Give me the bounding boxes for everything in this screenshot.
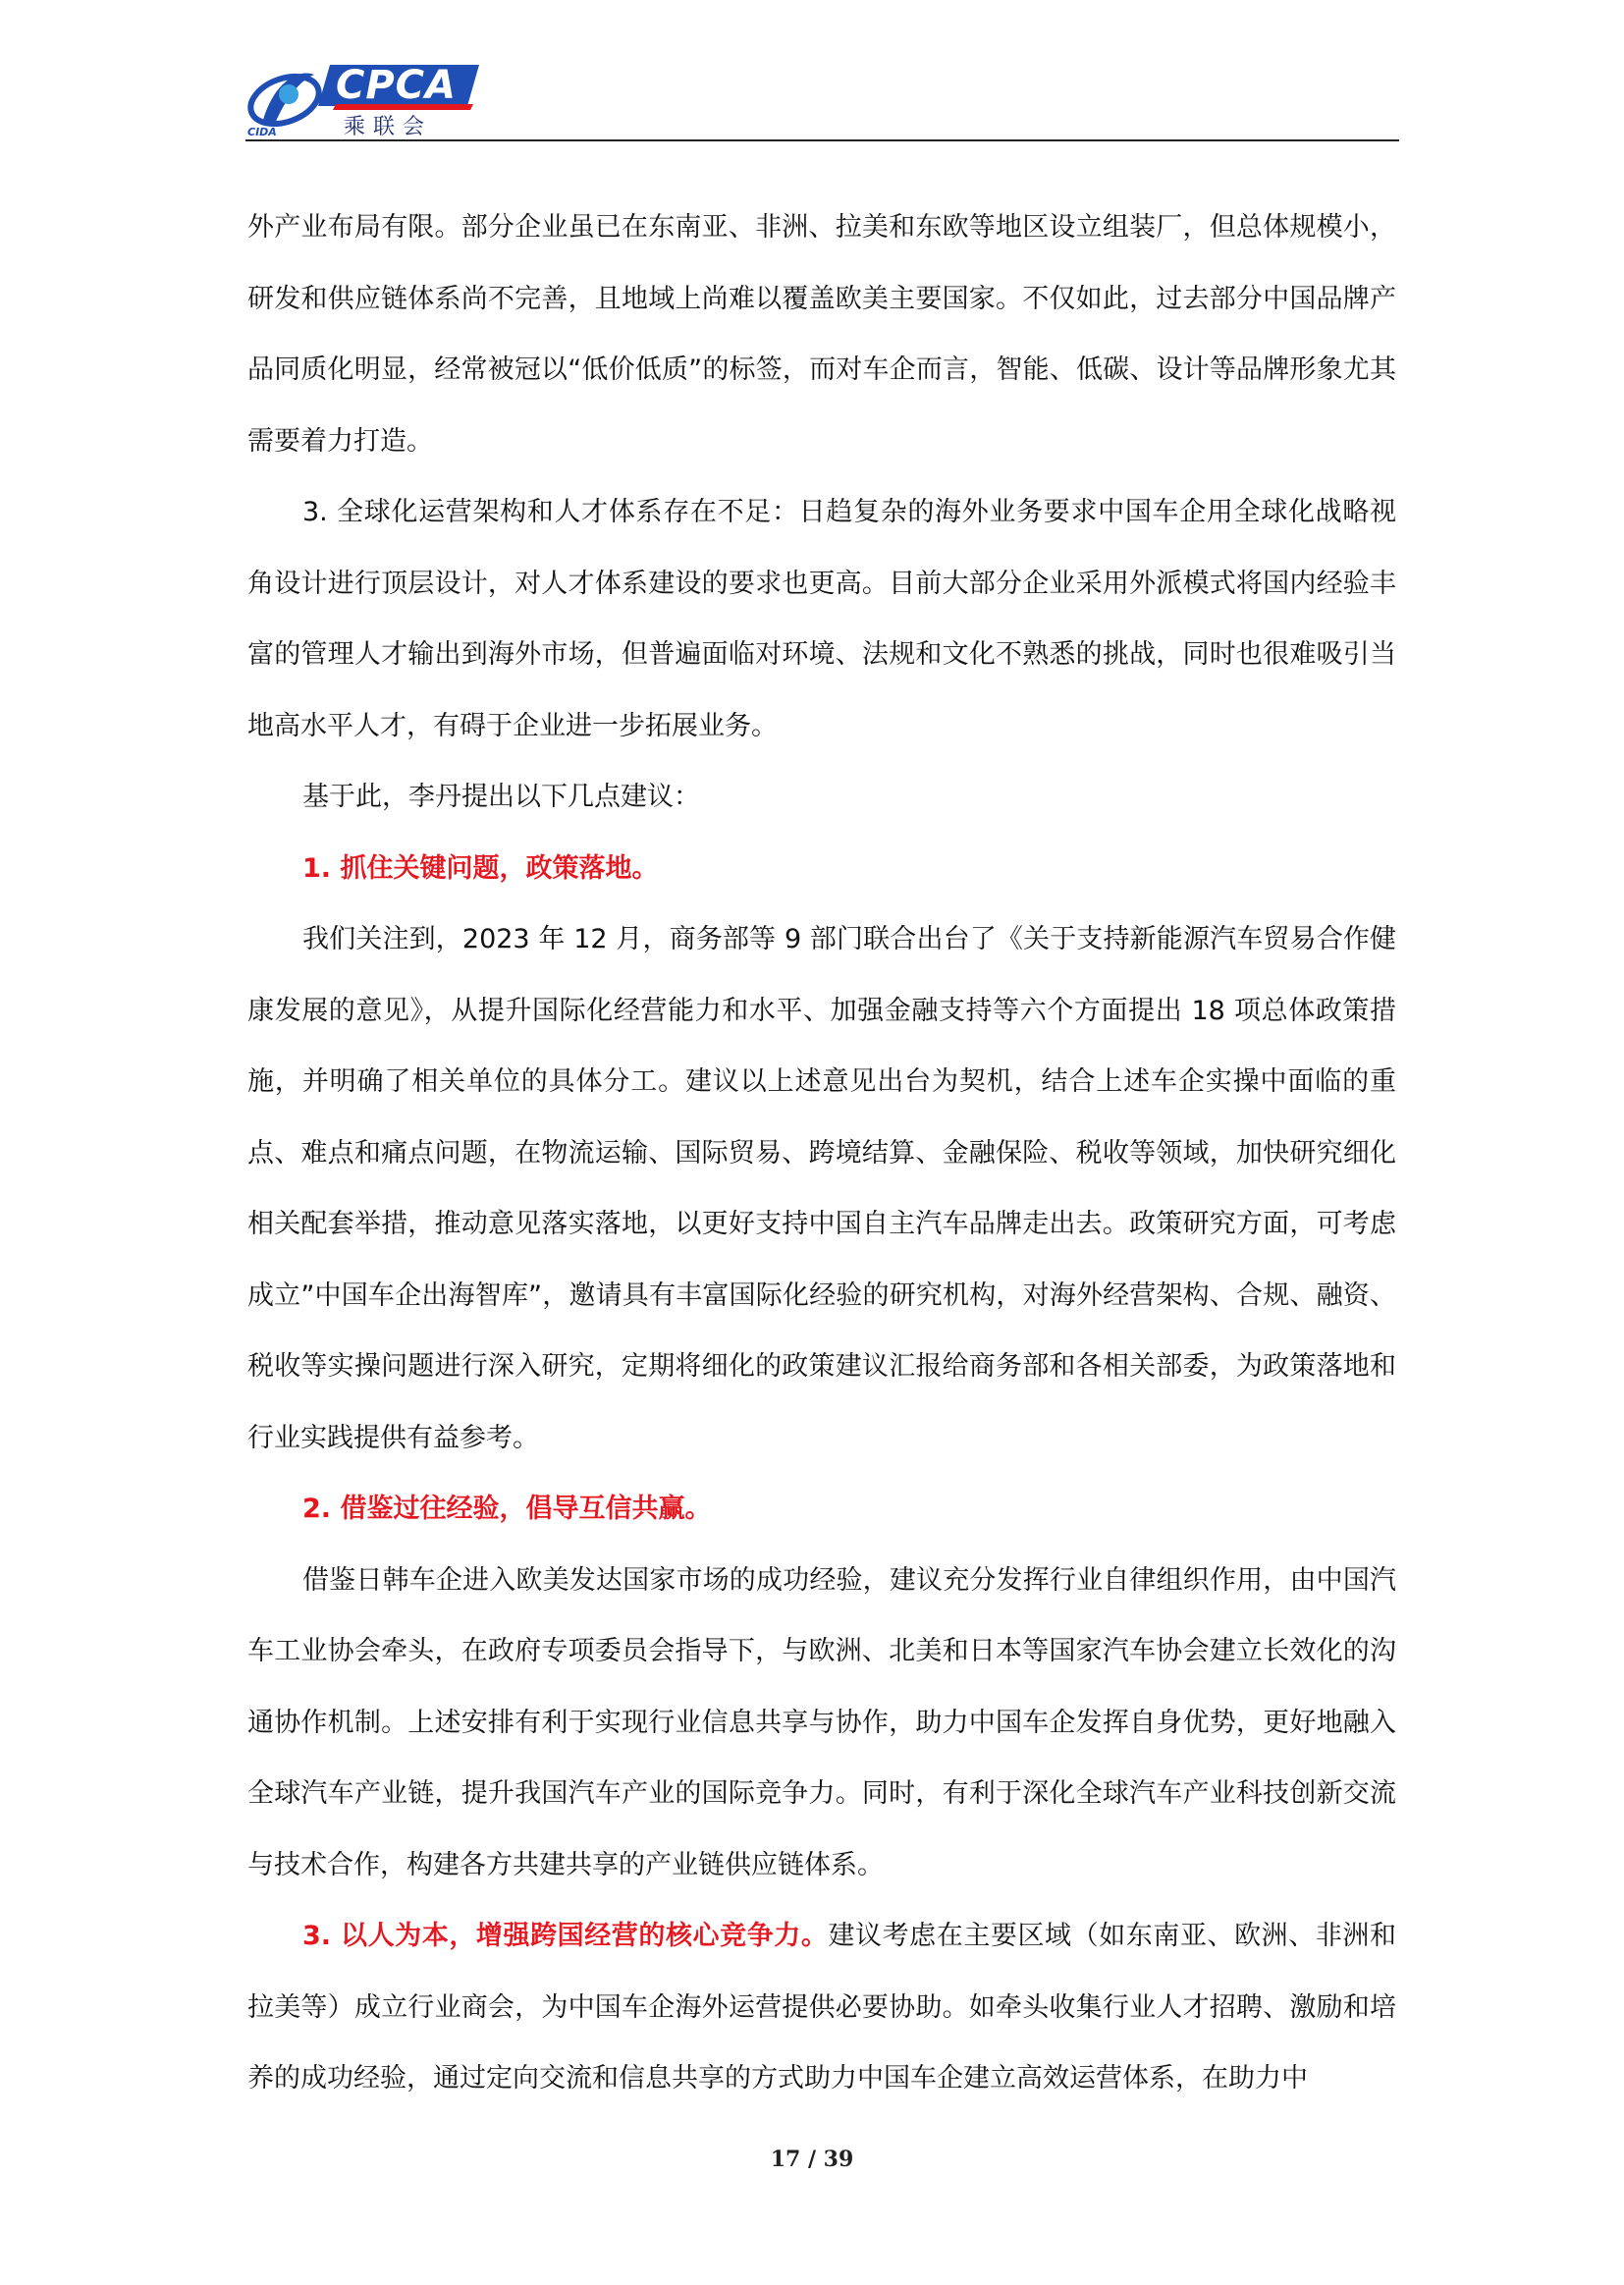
page-number: 17 / 39: [770, 2147, 854, 2172]
document-body: [247, 192, 1396, 2115]
logo-text: CPCA: [336, 63, 457, 108]
section-heading: 1. 抓住关键问题，政策落地。: [302, 852, 659, 884]
paragraph: [247, 1901, 1396, 2115]
page-header: [245, 61, 1399, 141]
cpca-logo: [245, 61, 481, 139]
section-heading: 3. 以人为本，增强跨国经营的核心竞争力。: [302, 1921, 829, 1951]
paragraph: 我们关注到，2023 年 12 月，商务部等 9 部门联合出台了《关于支持新能源汽车贸易合作健康发展的意见》，从提升国际化经营能力和水平、加强金融支持等六个方面提出 18 项总体政策措施，并明确了相关单位的具体分工。建议以上述意见出台为契机，结合上述车企实操中面临的重点、难点和痛点问题，在物流运输、国际贸易、跨境结算、金融保险、税收等领域，加快研究细化相关配套举措，推动意见落实落地，以更好支持中国自主汽车品牌走出去。政策研究方面，可考虑成立”中国车企出海智库”，邀请具有丰富国际化经验的研究机构，对海外经营架构、合规、融资、税收等实操问题进行深入研究，定期将细化的政策建议汇报给商务部和各相关部委，为政策落地和行业实践提供有益参考。: [247, 924, 1396, 1453]
paragraph: 借鉴日韩车企进入欧美发达国家市场的成功经验，建议充分发挥行业自律组织作用，由中国汽车工业协会牵头，在政府专项委员会指导下，与欧洲、北美和日本等国家汽车协会建立长效化的沟通协作机制。上述安排有利于实现行业信息共享与协作，助力中国车企发挥自身优势，更好地融入全球汽车产业链，提升我国汽车产业的国际竞争力。同时，有利于深化全球汽车产业科技创新交流与技术合作，构建各方共建共享的产业链供应链体系。: [247, 1564, 1396, 1880]
logo-chinese-name: 乘联会: [344, 115, 433, 139]
logo-small-text: CIDA: [247, 126, 277, 138]
header-divider: [245, 139, 1399, 141]
paragraph: 外产业布局有限。部分企业虽已在东南亚、非洲、拉美和东欧等地区设立组装厂，但总体规模小，研发和供应链体系尚不完善，且地域上尚难以覆盖欧美主要国家。不仅如此，过去部分中国品牌产品同质化明显，经常被冠以“低价低质”的标签，而对车企而言，智能、低碳、设计等品牌形象尤其需要着力打造。: [247, 212, 1396, 457]
paragraph: 基于此，李丹提出以下几点建议：: [302, 782, 700, 812]
paragraph: 3. 全球化运营架构和人才体系存在不足：日趋复杂的海外业务要求中国车企用全球化战略视角设计进行顶层设计，对人才体系建设的要求也更高。目前大部分企业采用外派模式将国内经验丰富的管理人才输出到海外市场，但普遍面临对环境、法规和文化不熟悉的挑战，同时也很难吸引当地高水平人才，有碍于企业进一步拓展业务。: [247, 497, 1396, 741]
paragraph-text: 建议考虑在主要区域（如东南亚、欧洲、非洲和拉美等）成立行业商会，为中国车企海外运营提供必要协助。如牵头收集行业人才招聘、激励和培养的成功经验，通过定向交流和信息共享的方式助力中国车企建立高效运营体系，在助力中: [247, 1921, 1396, 2094]
section-heading: 2. 借鉴过往经验，倡导互信共赢。: [302, 1494, 712, 1524]
